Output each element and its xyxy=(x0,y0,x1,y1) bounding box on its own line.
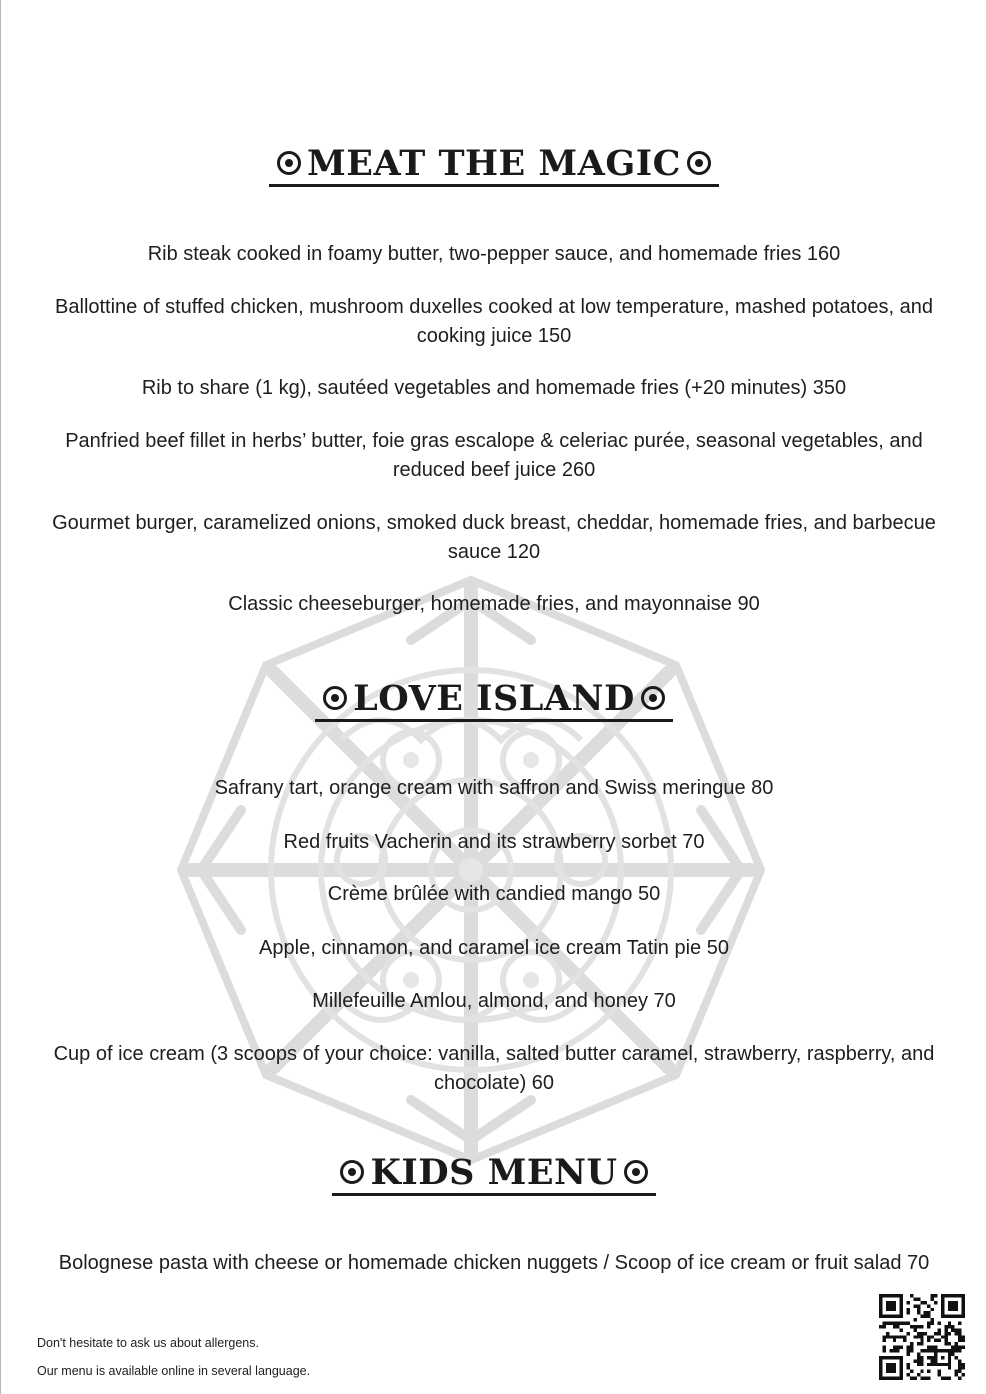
online-menu-note: Our menu is available online in several language. xyxy=(37,1364,311,1378)
menu-item: Safrany tart, orange cream with saffron and Swiss meringue 80 xyxy=(214,777,774,799)
allergens-note: Don't hesitate to ask us about allergens. xyxy=(37,1336,259,1350)
menu-item: Bolognese pasta with cheese or homemade chicken nuggets / Scoop of ice cream or fruit salad 70 xyxy=(58,1252,930,1274)
menu-item: Rib steak cooked in foamy butter, two-pepper sauce, and homemade fries 160 xyxy=(147,243,841,265)
target-icon xyxy=(340,1160,364,1184)
menu-item: Cup of ice cream (3 scoops of your choice: vanilla, salted butter caramel, strawberry, raspberry, and chocolate) 60 xyxy=(53,1043,935,1094)
menu-item: Classic cheeseburger, homemade fries, and mayonnaise 90 xyxy=(228,593,760,615)
section-title-text: MEAT THE MAGIC xyxy=(307,143,681,184)
menu-item: Ballottine of stuffed chicken, mushroom duxelles cooked at low temperature, mashed potatoes, and cooking juice 150 xyxy=(55,296,933,347)
menu-item: Red fruits Vacherin and its strawberry sorbet 70 xyxy=(283,831,705,853)
menu-item: Crème brûlée with candied mango 50 xyxy=(327,883,661,905)
section-title-text: LOVE ISLAND xyxy=(353,678,635,719)
section-title-meat xyxy=(1,142,986,187)
section-title-love-island xyxy=(1,677,986,722)
target-icon xyxy=(687,151,711,175)
target-icon xyxy=(323,686,347,710)
menu-item: Panfried beef fillet in herbs’ butter, foie gras escalope & celeriac purée, seasonal vegetables, and reduced beef juice 260 xyxy=(65,430,923,481)
target-icon xyxy=(624,1160,648,1184)
qr-code-icon[interactable] xyxy=(879,1294,965,1380)
target-icon xyxy=(641,686,665,710)
section-title-kids-menu xyxy=(1,1151,986,1196)
menu-item: Apple, cinnamon, and caramel ice cream Tatin pie 50 xyxy=(259,937,729,959)
section-title-text: KIDS MENU xyxy=(370,1152,618,1193)
menu-item: Rib to share (1 kg), sautéed vegetables and homemade fries (+20 minutes) 350 xyxy=(141,377,847,399)
target-icon xyxy=(277,151,301,175)
menu-item: Gourmet burger, caramelized onions, smoked duck breast, cheddar, homemade fries, and barbecue sauce 120 xyxy=(52,512,936,563)
menu-item: Millefeuille Amlou, almond, and honey 70 xyxy=(312,990,676,1012)
